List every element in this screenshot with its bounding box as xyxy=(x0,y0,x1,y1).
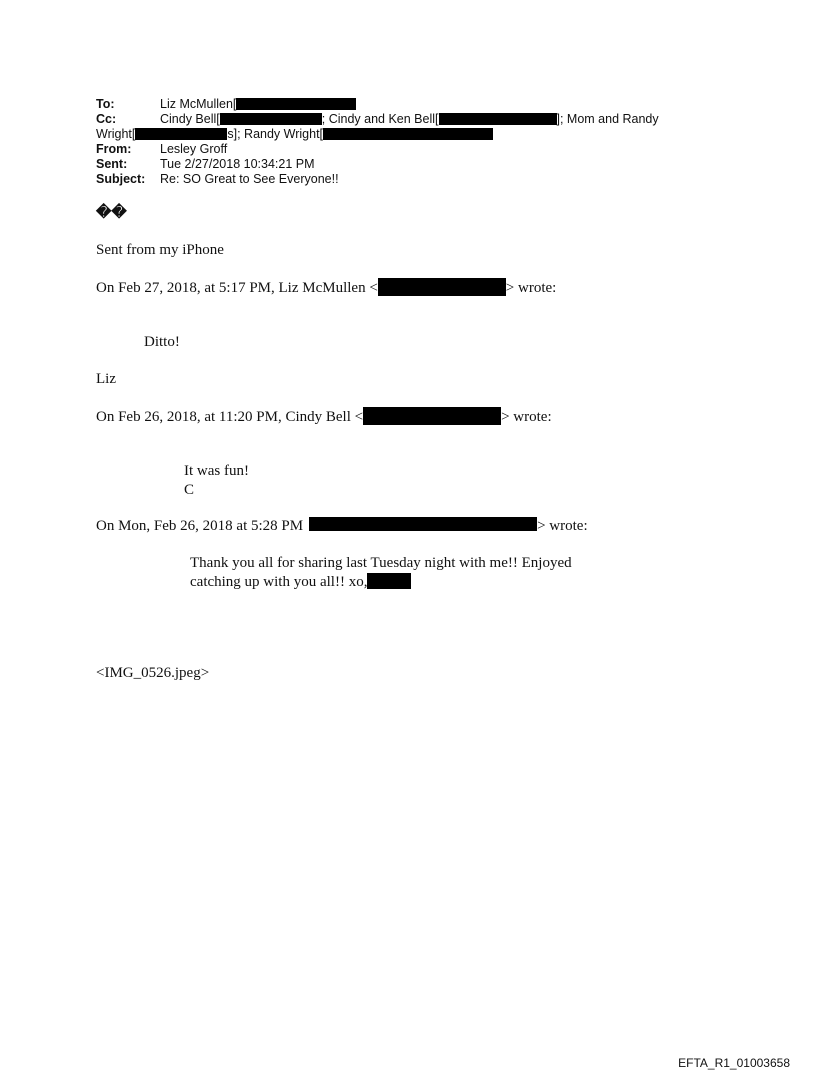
quote-header-1-suffix: > wrote: xyxy=(505,280,557,296)
redaction-box xyxy=(367,573,411,589)
sent-value: Tue 2/27/2018 10:34:21 PM xyxy=(160,157,315,171)
thanks-line-2 xyxy=(190,573,411,592)
redaction-box xyxy=(323,128,493,140)
cc-value-2: ; Cindy and Ken Bell[ xyxy=(321,112,439,126)
liz-signoff: Liz xyxy=(96,371,116,387)
quote-header-3-prefix: On Mon, Feb 26, 2018 at 5:28 PM xyxy=(96,518,304,534)
cc-value-5: s]; Randy Wright[ xyxy=(227,127,324,141)
quote-header-3-suffix: > wrote: xyxy=(537,518,588,534)
attachment-placeholder: <IMG_0526.jpeg> xyxy=(96,665,210,681)
cc-value-4: Wright[ xyxy=(96,127,136,141)
ditto-text: Ditto! xyxy=(144,334,180,350)
redaction-box xyxy=(439,113,557,125)
quote-header-2-suffix: > wrote: xyxy=(501,409,552,425)
subject-row xyxy=(96,172,339,187)
redaction-box xyxy=(135,128,227,140)
quote-header-2 xyxy=(96,407,552,427)
redaction-box xyxy=(220,113,322,125)
sent-row xyxy=(96,157,315,172)
garbled-characters: �� xyxy=(96,205,127,221)
fun-text: It was fun! xyxy=(184,463,249,479)
cc-row xyxy=(96,112,659,127)
c-signoff: C xyxy=(184,482,195,498)
redaction-box xyxy=(378,278,506,296)
from-row xyxy=(96,142,227,157)
cc-row-continued xyxy=(96,127,493,142)
to-label: To: xyxy=(96,97,115,111)
subject-value: Re: SO Great to See Everyone!! xyxy=(160,172,339,186)
sent-label: Sent: xyxy=(96,157,128,171)
cc-value-3: ]; Mom and Randy xyxy=(556,112,659,126)
redaction-box xyxy=(363,407,501,425)
to-row xyxy=(96,97,356,112)
to-value: Liz McMullen[ xyxy=(160,97,237,111)
thanks-line-2-text: catching up with you all!! xo, xyxy=(190,574,368,590)
quote-header-2-prefix: On Feb 26, 2018, at 11:20 PM, Cindy Bell < xyxy=(96,409,364,425)
from-label: From: xyxy=(96,142,132,156)
cc-label: Cc: xyxy=(96,112,117,126)
quote-header-1 xyxy=(96,278,556,298)
from-value: Lesley Groff xyxy=(160,142,228,156)
cc-value-1: Cindy Bell[ xyxy=(160,112,220,126)
quote-header-1-prefix: On Feb 27, 2018, at 5:17 PM, Liz McMullen < xyxy=(96,280,378,296)
thanks-line-1: Thank you all for sharing last Tuesday night with me!! Enjoyed xyxy=(190,555,572,571)
redaction-box xyxy=(309,517,537,531)
redaction-box xyxy=(236,98,356,110)
document-id: EFTA_R1_01003658 xyxy=(678,1056,790,1070)
quote-header-3 xyxy=(96,517,588,536)
subject-label: Subject: xyxy=(96,172,146,186)
signature: Sent from my iPhone xyxy=(96,242,224,258)
